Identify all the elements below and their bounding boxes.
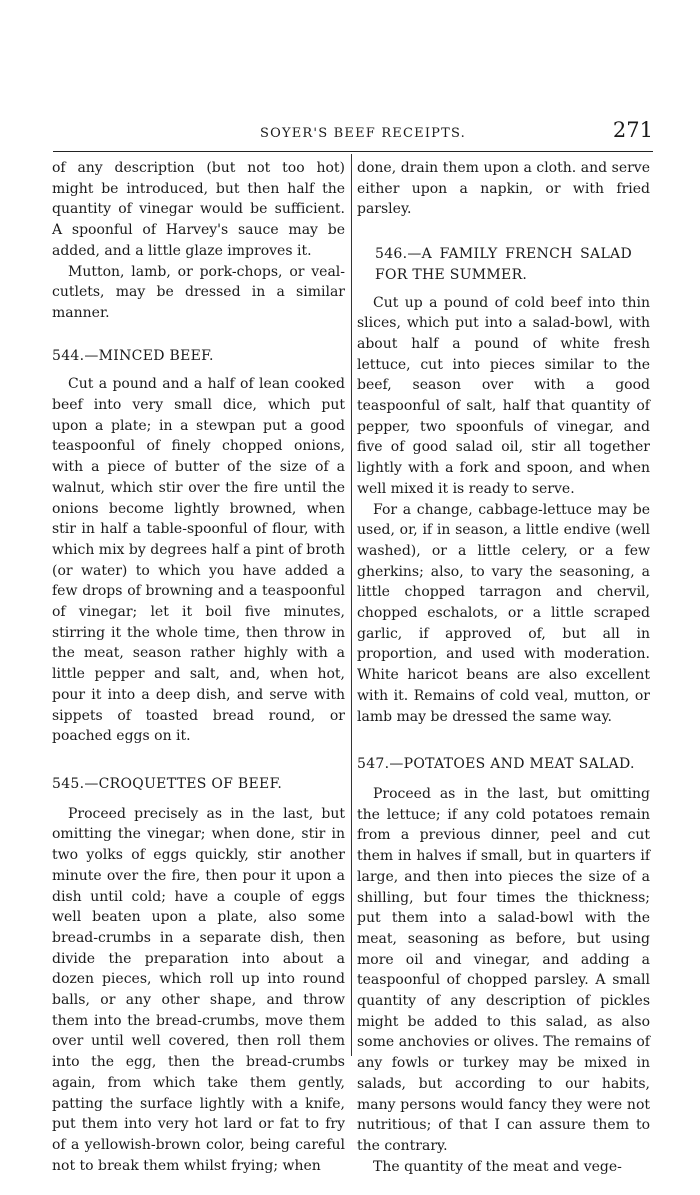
paragraph: The quantity of the meat and vege- [373, 1158, 622, 1175]
paragraph: Cut a pound and a half of lean cooked beef into very small dice, which put upon a plate; in a stewpan put a good teaspoonful of finely chopped onions, with a piece of butter of the size of a walnut, which stir over the fire until the onions become lightly browned, when stir in half a table-spoonful of flour, with which mix by degrees half a pint of broth (or water) to which you have added a few drops of browning and a teaspoonful of vinegar; let it boil five minutes, stirring it the whole time, then throw in the meat, season rather highly with a little pepper and salt, and, when hot, pour it into a deep dish, and serve with sippets of toasted bread round, or poached eggs on it. [52, 376, 345, 745]
paragraph: Mutton, lamb, or pork-chops, or veal-cutlets, may be dressed in a similar manner. [52, 263, 345, 321]
left-column [52, 158, 345, 1176]
paragraph: Cut up a pound of cold beef into thin slices, which put into a salad-bowl, with about half a pound of white fresh lettuce, cut into pieces similar to the beef, season over with a good teaspoonful of salt, half that quantity of pepper, two spoonfuls of vinegar, and five of good salad oil, stir all together lightly with a fork and spoon, and when well mixed it is ready to serve. [357, 294, 650, 497]
paragraph: done, drain them upon a cloth. and serve either upon a napkin, or with fried parsley. [357, 160, 650, 218]
paragraph: Proceed precisely as in the last, but omitting the vinegar; when done, stir in two yolks of eggs quickly, stir another minute over the fire, then pour it upon a dish until cold; have a couple of eggs well beaten upon a plate, also some bread-crumbs in a separate dish, then divide the preparation into about a dozen pieces, which roll up into round balls, or any other shape, and throw them into the bread-crumbs, move them over until well covered, then roll them into the egg, then the bread-crumbs again, from which take them gently, patting the surface lightly with a knife, put them into very hot lard or fat to fry of a yellowish-brown color, being careful not to break them whilst frying; when [52, 805, 345, 1174]
recipe-heading: 545.—CROQUETTES OF BEEF. [52, 775, 283, 792]
recipe-heading: 544.—MINCED BEEF. [52, 347, 214, 364]
recipe-heading: 546.—A FAMILY FRENCH SALAD FOR THE SUMMER. [375, 246, 632, 283]
paragraph: of any description (but not too hot) might be introduced, but then half the quantity of vinegar would be sufficient. A spoonful of Harvey's sauce may be added, and a little glaze improves it. [52, 160, 345, 259]
header-rule [53, 151, 653, 152]
running-title: SOYER'S BEEF RECEIPTS. [260, 126, 466, 141]
running-head [55, 118, 653, 148]
recipe-heading: 547.—POTATOES AND MEAT SALAD. [357, 756, 635, 773]
paragraph: Proceed as in the last, but omitting the lettuce; if any cold potatoes remain from a previous dinner, peel and cut them in halves if small, but in quarters if large, and then into pieces the size of a shilling, but four times the thickness; put them into a salad-bowl with the meat, seasoning as before, but using more oil and vinegar, and adding a teaspoonful of chopped parsley. A small quantity of any description of pickles might be added to this salad, as also some anchovies or olives. The remains of any fowls or turkey may be mixed in salads, but according to our habits, many persons would fancy they were not nutritious; of that I can assure them to the contrary. [357, 785, 650, 1154]
right-column [357, 158, 650, 1177]
column-divider [351, 154, 352, 1056]
paragraph: For a change, cabbage-lettuce may be used, or, if in season, a little endive (well washed), or a little celery, or a few gherkins; also, to vary the seasoning, a little chopped tarragon and chervil, chopped eschalots, or a little scraped garlic, if approved of, but all in proportion, and used with moderation. White haricot beans are also excellent with it. Remains of cold veal, mutton, or lamb may be dressed the same way. [357, 501, 650, 725]
page-number: 271 [612, 118, 653, 142]
